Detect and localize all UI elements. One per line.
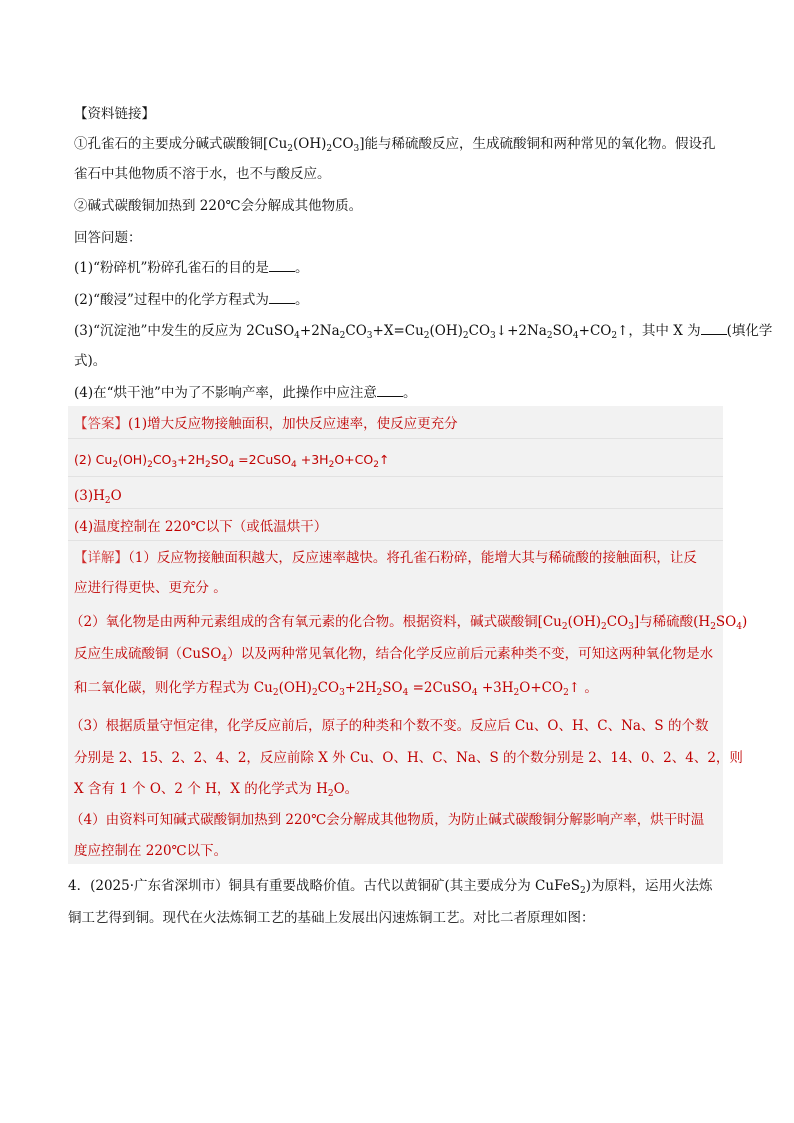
question-3: (3)“沉淀池”中发生的反应为 $2CuSO_4+2Na_2CO_3+X=Cu_2(OH)_2CO_3↓+2Na_2SO_4+CO_2↑$，其中 X 为 (填化学: [74, 323, 773, 341]
question-4: (4)在“烘干池”中为了不影响产率，此操作中应注意 。: [74, 385, 417, 401]
answer-2: (2) $Cu_2(OH)_2CO_3+2H_2SO_4$ =2CuSO$_4$ $+3H_2O+CO_2↑$: [74, 452, 390, 470]
answer-1: 【答案】(1)增大反应物接触面积，加快反应速率，使反应更充分: [74, 416, 458, 432]
resource-heading: 【资料链接】: [74, 106, 155, 122]
detail-2: （2）氧化物是由两种元素组成的含有氧元素的化合物。根据资料，碱式碳酸铜$[Cu_2(OH)_2CO_3]$与稀硫酸$(H_2SO_4)$: [70, 614, 748, 632]
answer-3: $(3)H_2O$: [74, 488, 122, 506]
question-2: (2)“酸浸”过程中的化学方程式为 。: [74, 292, 309, 308]
detail-4-cont: 度应控制在 220℃以下。: [74, 843, 228, 859]
answer-label: 【答案】: [74, 416, 128, 432]
divider: [68, 438, 723, 439]
answer-blank: [269, 291, 295, 304]
resource-item-1: ①孔雀石的主要成分碱式碳酸铜$[Cu_2(OH)_2CO_3]$能与稀硫酸反应，生成硫酸铜和两种常见的氧化物。假设孔: [74, 136, 716, 154]
detail-1: 【详解】（1）反应物接触面积越大，反应速率越快。将孔雀石粉碎，能增大其与稀硫酸的接触面积，让反: [74, 550, 697, 566]
answer-blank: [701, 322, 727, 335]
detail-3-cont-2: X 含有 1 个 O、2 个 H，X 的化学式为 $H_2O$。: [74, 781, 359, 799]
resource-item-1-cont: 雀石中其他物质不溶于水，也不与酸反应。: [74, 166, 331, 182]
resource-item-2: ②碱式碳酸铜加热到 220℃会分解成其他物质。: [74, 198, 363, 214]
divider: [68, 540, 723, 541]
answer-4: (4)温度控制在 220℃以下（或低温烘干）: [74, 519, 328, 535]
detail-2-cont: 反应生成硫酸铜（CuSO$_4$）以及两种常见氧化物，结合化学反应前后元素种类不变，可知这两种氧化物是水: [74, 646, 714, 664]
detail-4: （4）由资料可知碱式碳酸铜加热到 220℃会分解成其他物质，为防止碱式碳酸铜分解影响产率，烘干时温: [70, 812, 705, 828]
detail-3-cont: 分别是 2、15、2、2、4、2，反应前除 X 外 Cu、O、H、C、Na、S 的个数分别是 2、14、0、2、4、2，则: [74, 750, 743, 766]
question-3-cont: 式)。: [74, 353, 107, 369]
answer-blank: [377, 384, 403, 397]
detail-3: （3）根据质量守恒定律，化学反应前后，原子的种类和个数不变。反应后 Cu、O、H、C、Na、S 的个数: [70, 718, 709, 734]
divider: [68, 476, 723, 477]
questions-intro: 回答问题：: [74, 230, 142, 246]
question-4-stem: 4．(2025·广东省深圳市）铜具有重要战略价值。古代以黄铜矿(其主要成分为 CuFeS$_2$)为原料，运用火法炼: [68, 878, 713, 896]
detail-1-cont: 应进行得更快、更充分 。: [74, 580, 227, 596]
detail-label: 【详解】: [74, 550, 128, 566]
detail-2-equation: 和二氧化碳，则化学方程式为 $Cu_2(OH)_2CO_3+2H_2SO_4$ =2CuSO$_4$ $+3H_2O+CO_2↑$ 。: [74, 680, 598, 698]
divider: [68, 508, 723, 509]
question-1: (1)“粉碎机”粉碎孔雀石的目的是 。: [74, 260, 309, 276]
question-4-stem-cont: 铜工艺得到铜。现代在火法炼铜工艺的基础上发展出闪速炼铜工艺。对比二者原理如图：: [68, 910, 595, 926]
answer-blank: [269, 259, 295, 272]
